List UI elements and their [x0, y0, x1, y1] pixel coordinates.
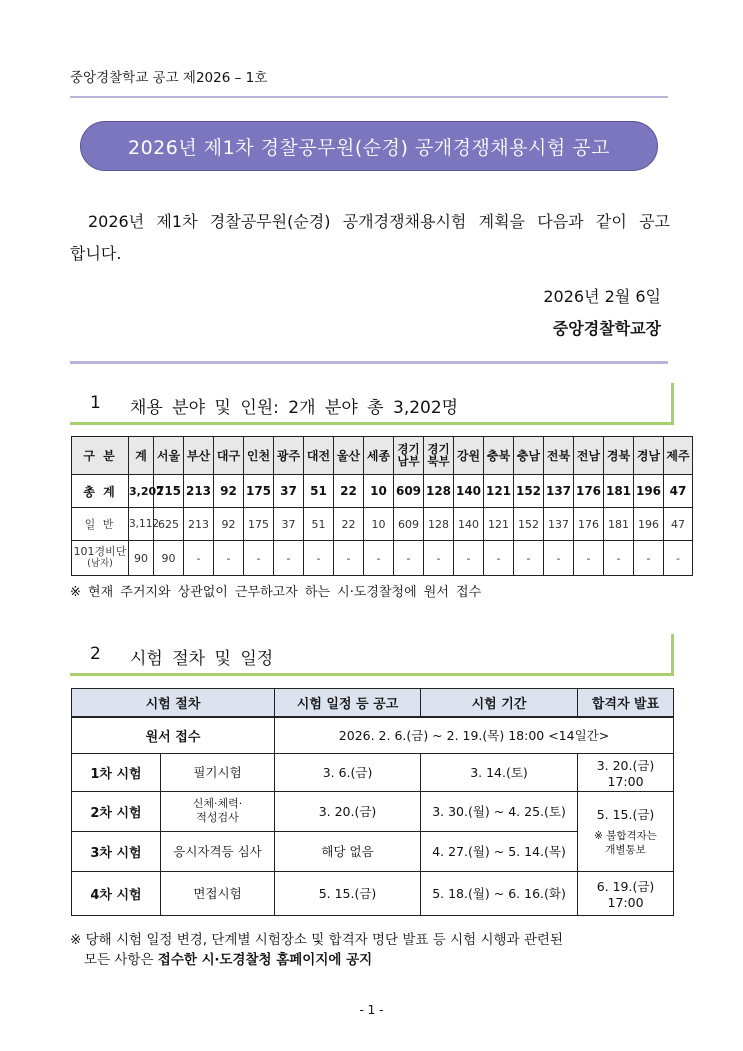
table-cell: -: [244, 541, 274, 576]
section-number: 2: [90, 644, 101, 664]
table-cell: 175: [244, 475, 274, 508]
stage-label: 2차 시험: [72, 791, 161, 831]
table-cell: 22: [334, 475, 364, 508]
table-cell: 625: [154, 508, 184, 541]
stage-notice: 3. 6.(금): [275, 753, 421, 791]
table-cell: -: [574, 541, 604, 576]
table-cell: 128: [424, 475, 454, 508]
column-header: 전남: [574, 437, 604, 475]
column-header: 광주: [274, 437, 304, 475]
announcement-date: 2026년 2월 6일: [543, 287, 661, 306]
table-cell: 22: [334, 508, 364, 541]
table-cell: 47: [664, 508, 693, 541]
table-cell: -: [364, 541, 394, 576]
row-label: 일 반: [72, 508, 129, 541]
column-header: 울산: [334, 437, 364, 475]
column-header: 충남: [514, 437, 544, 475]
stage-result: [578, 871, 674, 915]
table-cell: -: [484, 541, 514, 576]
result-note-line1: ※ 불합격자는: [594, 830, 657, 842]
column-header: [424, 437, 454, 475]
stage-period: 3. 30.(월) ~ 4. 25.(토): [421, 791, 578, 831]
table-cell: 181: [604, 508, 634, 541]
recruitment-table: [71, 436, 693, 576]
result-date: 6. 19.(금): [596, 878, 655, 894]
row-label: [72, 541, 129, 576]
table-cell: -: [634, 541, 664, 576]
table-cell: 92: [214, 475, 244, 508]
result-date: 5. 15.(금): [596, 807, 655, 822]
row-label-main: 101경비단: [73, 545, 127, 558]
schedule-table: [71, 688, 674, 916]
table-cell: 140: [454, 508, 484, 541]
table-cell: 181: [604, 475, 634, 508]
column-header: [394, 437, 424, 475]
table-cell: 196: [634, 475, 664, 508]
table-cell: 90: [154, 541, 184, 576]
table-cell: 137: [544, 475, 574, 508]
header-procedure: 시험 절차: [72, 689, 275, 718]
table-cell: -: [424, 541, 454, 576]
section2-heading: [70, 634, 674, 676]
column-header: 강원: [454, 437, 484, 475]
result-date: 3. 20.(금): [596, 757, 655, 773]
table-cell: 213: [184, 508, 214, 541]
section-title: 채용 분야 및 인원: 2개 분야 총 3,202명: [130, 398, 459, 418]
table-cell: 176: [574, 475, 604, 508]
page-title: 2026년 제1차 경찰공무원(순경) 공개경쟁채용시험 공고: [80, 121, 658, 171]
stage-name-line1: 신체‧체력‧: [192, 797, 243, 810]
application-row: [72, 717, 674, 753]
table-cell: -: [214, 541, 244, 576]
column-header: 세종: [364, 437, 394, 475]
stage-name: [161, 791, 275, 831]
column-header: 전북: [544, 437, 574, 475]
note-bold: 접수한 시‧도경찰청 홈페이지에 공지: [157, 952, 373, 968]
table-row: [72, 475, 693, 508]
section1-heading: [70, 383, 674, 425]
application-label: 원서 접수: [72, 717, 275, 753]
stage-name: 면접시험: [161, 871, 275, 915]
table-cell: 3,202: [129, 475, 154, 508]
table-cell: 10: [364, 508, 394, 541]
table-header-row: [72, 437, 693, 475]
stage-result: [578, 753, 674, 791]
stage-notice: 해당 없음: [275, 831, 421, 871]
issuer: 중앙경찰학교장: [552, 319, 661, 338]
schedule-note-line2: [70, 950, 680, 970]
table-cell: 176: [574, 508, 604, 541]
table-cell: 152: [514, 508, 544, 541]
row-label: 총 계: [72, 475, 129, 508]
stage-name: 응시자격등 심사: [161, 831, 275, 871]
stage-period: 4. 27.(월) ~ 5. 14.(목): [421, 831, 578, 871]
stage-row: [72, 791, 674, 831]
table-cell: 90: [129, 541, 154, 576]
section-number: 1: [90, 393, 101, 413]
column-header: 부산: [184, 437, 214, 475]
column-header: 제주: [664, 437, 693, 475]
notice-number: 중앙경찰학교 공고 제2026 – 1호: [70, 70, 268, 86]
stage-period: 5. 18.(월) ~ 6. 16.(화): [421, 871, 578, 915]
column-header: 경북: [604, 437, 634, 475]
stage-notice: 5. 15.(금): [275, 871, 421, 915]
table-cell: 196: [634, 508, 664, 541]
table-cell: -: [394, 541, 424, 576]
header-period: 시험 기간: [421, 689, 578, 718]
stage-label: 4차 시험: [72, 871, 161, 915]
table-cell: 715: [154, 475, 184, 508]
table-cell: 121: [484, 475, 514, 508]
table-cell: 3,112: [129, 508, 154, 541]
table-cell: -: [454, 541, 484, 576]
application-note: ※ 현재 주거지와 상관없이 근무하고자 하는 시‧도경찰청에 원서 접수: [70, 585, 482, 600]
table-cell: 609: [394, 508, 424, 541]
table-cell: 152: [514, 475, 544, 508]
stage-result: [578, 791, 674, 871]
section-underline: [70, 422, 674, 425]
table-cell: -: [334, 541, 364, 576]
stage-name: 필기시험: [161, 753, 275, 791]
table-cell: 140: [454, 475, 484, 508]
stage-notice: 3. 20.(금): [275, 791, 421, 831]
stage-name-line2: 적성검사: [196, 811, 239, 824]
stage-label: 1차 시험: [72, 753, 161, 791]
stage-row: [72, 871, 674, 915]
table-cell: -: [304, 541, 334, 576]
table-cell: 175: [244, 508, 274, 541]
stage-row: [72, 753, 674, 791]
table-cell: -: [274, 541, 304, 576]
note-plain: 모든 사항은: [84, 952, 158, 968]
table-row: [72, 541, 693, 576]
table-cell: 37: [274, 475, 304, 508]
table-cell: 37: [274, 508, 304, 541]
result-note-line2: 개별통보: [605, 844, 646, 856]
table-corner: 구 분: [72, 437, 129, 475]
table-cell: 92: [214, 508, 244, 541]
table-cell: 10: [364, 475, 394, 508]
table-cell: 51: [304, 508, 334, 541]
column-header: 계: [129, 437, 154, 475]
result-time: 17:00: [607, 773, 644, 789]
table-cell: 47: [664, 475, 693, 508]
section-side-bar: [671, 383, 674, 425]
schedule-header-row: [72, 689, 674, 718]
table-cell: -: [604, 541, 634, 576]
column-header-text: 경기 남부: [397, 442, 420, 468]
table-cell: -: [514, 541, 544, 576]
middle-divider: [70, 361, 668, 364]
section-underline: [70, 673, 674, 676]
column-header: 인천: [244, 437, 274, 475]
table-cell: 51: [304, 475, 334, 508]
column-header: 경남: [634, 437, 664, 475]
column-header: 대구: [214, 437, 244, 475]
table-cell: 213: [184, 475, 214, 508]
stage-label: 3차 시험: [72, 831, 161, 871]
table-cell: 121: [484, 508, 514, 541]
page-number: - 1 -: [359, 1003, 384, 1017]
section-title: 시험 절차 및 일정: [130, 649, 274, 669]
table-row: [72, 508, 693, 541]
intro-text: 2026년 제1차 경찰공무원(순경) 공개경쟁채용시험 계획을 다음과 같이 공고합니다.: [70, 212, 670, 263]
application-period: 2026. 2. 6.(금) ~ 2. 19.(목) 18:00 <14일간>: [275, 717, 674, 753]
header-result: 합격자 발표: [578, 689, 674, 718]
table-cell: 609: [394, 475, 424, 508]
column-header: 대전: [304, 437, 334, 475]
table-cell: -: [184, 541, 214, 576]
column-header-text: 경기 북부: [427, 442, 450, 468]
result-time: 17:00: [607, 894, 644, 910]
column-header: 충북: [484, 437, 514, 475]
row-label-sub: (남자): [87, 558, 113, 569]
table-cell: 128: [424, 508, 454, 541]
schedule-note: [70, 930, 680, 970]
table-cell: -: [544, 541, 574, 576]
header-notice: 시험 일정 등 공고: [275, 689, 421, 718]
schedule-note-line1: ※ 당해 시험 일정 변경, 단계별 시험장소 및 합격자 명단 발표 등 시험 시행과 관련된: [70, 932, 563, 948]
stage-period: 3. 14.(토): [421, 753, 578, 791]
table-cell: 137: [544, 508, 574, 541]
section-side-bar: [671, 634, 674, 676]
table-cell: -: [664, 541, 693, 576]
intro-paragraph: [70, 206, 670, 270]
column-header: 서울: [154, 437, 184, 475]
top-divider: [70, 96, 668, 98]
